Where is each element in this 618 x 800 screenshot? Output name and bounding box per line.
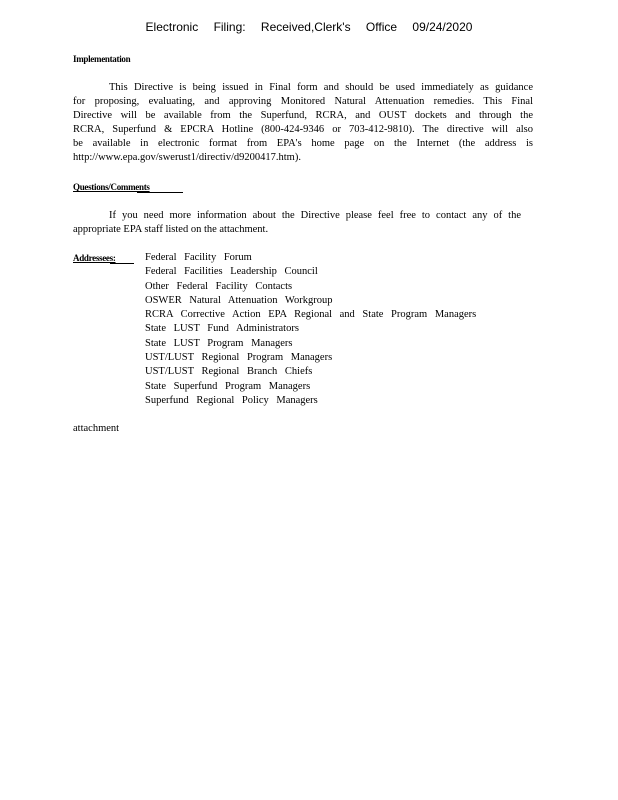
paragraph-line: http://www.epa.gov/swerust1/directiv/d9200417.htm).: [73, 152, 301, 163]
addressee-item: UST/LUST Regional Branch Chiefs: [145, 366, 313, 378]
addressee-item: Federal Facility Forum: [145, 252, 252, 263]
implementation-paragraph: [73, 81, 533, 165]
attachment-label: attachment: [73, 423, 120, 434]
addressee-item: State LUST Fund Administrators: [145, 323, 299, 335]
addressees-heading: Addressees:: [73, 253, 116, 263]
addressee-item: Federal Facilities Leadership Council: [145, 266, 318, 278]
heading-underline: [110, 263, 134, 264]
paragraph-line: RCRA, Superfund & EPCRA Hotline (800-424-9346 or 703-412-9810). The directive will also: [73, 124, 533, 135]
filing-stamp-date: 09/24/2020: [412, 20, 473, 34]
addressees-list: [145, 251, 476, 408]
paragraph-line: for proposing, evaluating, and approving Monitored Natural Attenuation remedies. This Final: [73, 96, 533, 107]
filing-stamp-word: Electronic: [145, 20, 199, 34]
implementation-heading: Implementation: [73, 54, 131, 64]
addressee-item: UST/LUST Regional Program Managers: [145, 352, 333, 364]
addressee-item: Superfund Regional Policy Managers: [145, 394, 318, 406]
addressee-item: State LUST Program Managers: [145, 337, 293, 349]
paragraph-line: If you need more information about the Directive please feel free to contact any of the: [109, 210, 521, 221]
filing-stamp-word: Received,Clerk's: [260, 20, 351, 34]
questions-paragraph: [73, 209, 521, 237]
heading-underline: [137, 192, 183, 193]
paragraph-line: appropriate EPA staff listed on the attachment.: [73, 224, 269, 235]
paragraph-line: Directive will be available from the Superfund, RCRA, and OUST dockets and through the: [73, 110, 533, 121]
addressee-item: State Superfund Program Managers: [145, 380, 311, 392]
paragraph-line: be available in electronic format from EPA's home page on the Internet (the address is: [73, 138, 533, 149]
addressee-item: Other Federal Facility Contacts: [145, 280, 293, 292]
filing-stamp: [0, 20, 618, 34]
filing-stamp-word: Office: [365, 20, 398, 34]
addressee-item: OSWER Natural Attenuation Workgroup: [145, 294, 333, 306]
filing-stamp-word: Filing:: [213, 20, 246, 34]
paragraph-line: This Directive is being issued in Final form and should be used immediately as guidance: [109, 82, 533, 93]
addressee-item: RCRA Corrective Action EPA Regional and State Program Managers: [145, 309, 477, 321]
questions-heading: Questions/Comments: [73, 182, 150, 192]
